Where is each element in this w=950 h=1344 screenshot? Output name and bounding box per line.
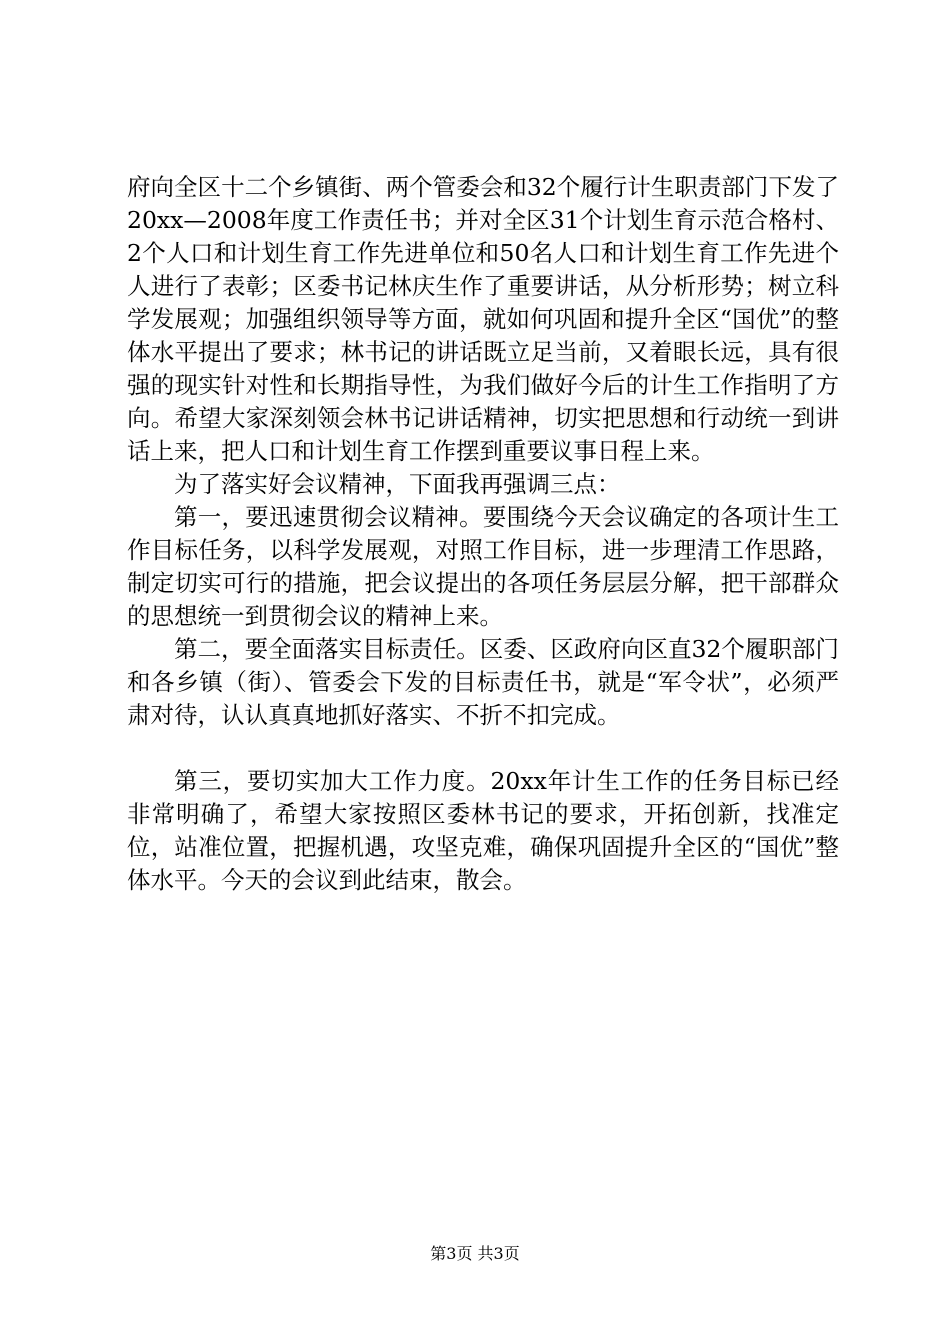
paragraph-continuation: 府向全区十二个乡镇街、两个管委会和32个履行计生职责部门下发了20xx—2008年度工作责任书；并对全区31个计划生育示范合格村、2个人口和计划生育工作先进单位和50名人口和计划生育工作先进个人进行了表彰；区委书记林庆生作了重要讲话，从分析形势；树立科学发展观；加强组织领导等方面，就如何巩固和提升全区“国优”的整体水平提出了要求；林书记的讲话既立足当前，又着眼长远，具有很强的现实针对性和长期指导性，为我们做好今后的计生工作指明了方向。希望大家深刻领会林书记讲话精神，切实把思想和行动统一到讲话上来，把人口和计划生育工作摆到重要议事日程上来。 [127, 173, 839, 465]
paragraph-point-one: 第一，要迅速贯彻会议精神。要围绕今天会议确定的各项计生工作目标任务，以科学发展观，对照工作目标，进一步理清工作思路，制定切实可行的措施，把会议提出的各项任务层层分解，把干部群众的思想统一到贯彻会议的精神上来。 [127, 503, 839, 630]
paragraph-point-two: 第二，要全面落实目标责任。区委、区政府向区直32个履职部门和各乡镇（街）、管委会下发的目标责任书，就是“军令状”，必须严肃对待，认认真真地抓好落实、不折不扣完成。 [127, 635, 839, 729]
paragraph-point-three: 第三，要切实加大工作力度。20xx年计生工作的任务目标已经非常明确了，希望大家按照区委林书记的要求，开拓创新，找准定位，站准位置，把握机遇，攻坚克难，确保巩固提升全区的“国优”整体水平。今天的会议到此结束，散会。 [127, 767, 839, 894]
document-body [127, 171, 839, 897]
paragraph-spacer [127, 732, 839, 765]
page-number-footer: 第3页 共3页 [430, 1244, 520, 1263]
paragraph-intro-points: 为了落实好会议精神，下面我再强调三点： [174, 470, 621, 498]
